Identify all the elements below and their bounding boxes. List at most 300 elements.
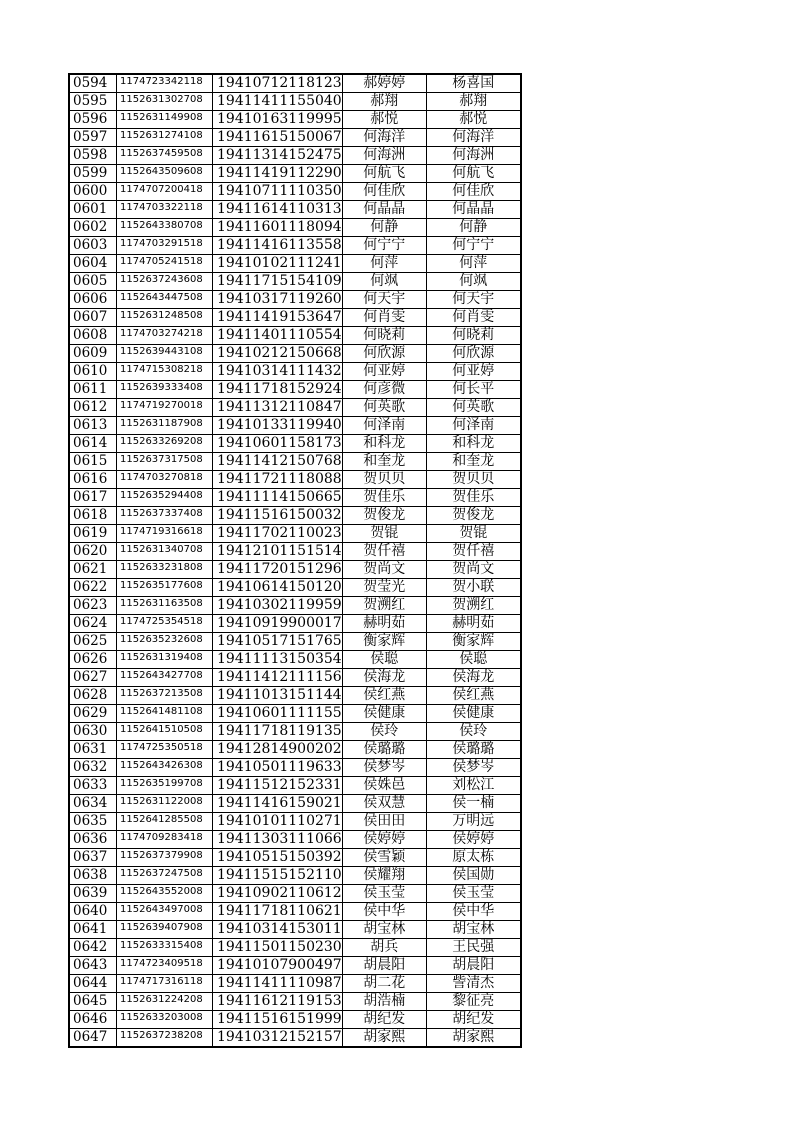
exam-number-cell: 1152637459508 [117, 147, 213, 165]
table-row [69, 993, 521, 1011]
exam-number-cell: 1174719316618 [117, 525, 213, 543]
roster-table-body [69, 74, 521, 1047]
table-row [69, 1029, 521, 1048]
name-cell: 郝翔 [342, 93, 426, 111]
name-cell: 何萍 [342, 255, 426, 273]
id-number-cell: 19411303111066 [213, 831, 343, 849]
id-number-cell: 19411614110313 [213, 201, 343, 219]
alt-name-cell: 侯健康 [426, 705, 521, 723]
exam-number-cell: 1152631187908 [117, 417, 213, 435]
exam-number-cell: 1152631224208 [117, 993, 213, 1011]
id-number-cell: 19411702110023 [213, 525, 343, 543]
table-row [69, 255, 521, 273]
exam-number-cell: 1152635177608 [117, 579, 213, 597]
name-cell: 何天宇 [342, 291, 426, 309]
row-number: 0611 [69, 381, 117, 399]
alt-name-cell: 贺仟禧 [426, 543, 521, 561]
alt-name-cell: 郝悦 [426, 111, 521, 129]
alt-name-cell: 何亚婷 [426, 363, 521, 381]
name-cell: 胡浩楠 [342, 993, 426, 1011]
id-number-cell: 19410314153011 [213, 921, 343, 939]
exam-number-cell: 1152635232608 [117, 633, 213, 651]
id-number-cell: 19411314152475 [213, 147, 343, 165]
alt-name-cell: 万明远 [426, 813, 521, 831]
table-row [69, 651, 521, 669]
row-number: 0637 [69, 849, 117, 867]
alt-name-cell: 侯玲 [426, 723, 521, 741]
table-row [69, 381, 521, 399]
row-number: 0598 [69, 147, 117, 165]
table-row [69, 219, 521, 237]
name-cell: 何亚婷 [342, 363, 426, 381]
id-number-cell: 19411412150768 [213, 453, 343, 471]
id-number-cell: 19410163119995 [213, 111, 343, 129]
row-number: 0617 [69, 489, 117, 507]
row-number: 0604 [69, 255, 117, 273]
exam-number-cell: 1152633269208 [117, 435, 213, 453]
id-number-cell: 19411718110621 [213, 903, 343, 921]
exam-number-cell: 1174703322118 [117, 201, 213, 219]
alt-name-cell: 侯红燕 [426, 687, 521, 705]
exam-number-cell: 1152643509608 [117, 165, 213, 183]
exam-number-cell: 1174703291518 [117, 237, 213, 255]
exam-number-cell: 1152643427708 [117, 669, 213, 687]
table-row [69, 345, 521, 363]
exam-number-cell: 1152637379908 [117, 849, 213, 867]
table-row [69, 885, 521, 903]
id-number-cell: 19412101151514 [213, 543, 343, 561]
table-row [69, 795, 521, 813]
exam-number-cell: 1174725354518 [117, 615, 213, 633]
exam-number-cell: 1174703274218 [117, 327, 213, 345]
id-number-cell: 19410312152157 [213, 1029, 343, 1048]
exam-number-cell: 1174717316118 [117, 975, 213, 993]
name-cell: 贺莹光 [342, 579, 426, 597]
exam-number-cell: 1152641510508 [117, 723, 213, 741]
id-number-cell: 19410101110271 [213, 813, 343, 831]
name-cell: 贺俊龙 [342, 507, 426, 525]
exam-number-cell: 1174703270818 [117, 471, 213, 489]
exam-number-cell: 1174723342118 [117, 74, 213, 93]
name-cell: 侯聪 [342, 651, 426, 669]
alt-name-cell: 胡家熙 [426, 1029, 521, 1048]
table-row [69, 579, 521, 597]
table-row [69, 309, 521, 327]
table-row [69, 867, 521, 885]
table-row [69, 849, 521, 867]
row-number: 0610 [69, 363, 117, 381]
exam-number-cell: 1174719270018 [117, 399, 213, 417]
name-cell: 贺锟 [342, 525, 426, 543]
row-number: 0634 [69, 795, 117, 813]
row-number: 0619 [69, 525, 117, 543]
table-row [69, 633, 521, 651]
name-cell: 侯雪颖 [342, 849, 426, 867]
alt-name-cell: 贺尚文 [426, 561, 521, 579]
alt-name-cell: 何萍 [426, 255, 521, 273]
row-number: 0601 [69, 201, 117, 219]
name-cell: 和科龙 [342, 435, 426, 453]
row-number: 0633 [69, 777, 117, 795]
roster-table [68, 73, 522, 1048]
row-number: 0618 [69, 507, 117, 525]
name-cell: 侯健康 [342, 705, 426, 723]
exam-number-cell: 1174707200418 [117, 183, 213, 201]
id-number-cell: 19411718119135 [213, 723, 343, 741]
row-number: 0631 [69, 741, 117, 759]
id-number-cell: 19411512152331 [213, 777, 343, 795]
exam-number-cell: 1152631319408 [117, 651, 213, 669]
id-number-cell: 19410614150120 [213, 579, 343, 597]
id-number-cell: 19411419153647 [213, 309, 343, 327]
table-row [69, 543, 521, 561]
name-cell: 贺尚文 [342, 561, 426, 579]
exam-number-cell: 1152631248508 [117, 309, 213, 327]
row-number: 0625 [69, 633, 117, 651]
alt-name-cell: 何天宇 [426, 291, 521, 309]
id-number-cell: 19411114150665 [213, 489, 343, 507]
exam-number-cell: 1152631149908 [117, 111, 213, 129]
table-row [69, 975, 521, 993]
id-number-cell: 19411419112290 [213, 165, 343, 183]
name-cell: 侯玉莹 [342, 885, 426, 903]
row-number: 0632 [69, 759, 117, 777]
table-row [69, 471, 521, 489]
id-number-cell: 19410501119633 [213, 759, 343, 777]
id-number-cell: 19411612119153 [213, 993, 343, 1011]
alt-name-cell: 侯梦岑 [426, 759, 521, 777]
id-number-cell: 19410212150668 [213, 345, 343, 363]
row-number: 0605 [69, 273, 117, 291]
alt-name-cell: 何泽南 [426, 417, 521, 435]
table-row [69, 453, 521, 471]
exam-number-cell: 1174725350518 [117, 741, 213, 759]
row-number: 0645 [69, 993, 117, 1011]
table-row [69, 939, 521, 957]
name-cell: 和奎龙 [342, 453, 426, 471]
id-number-cell: 19410515150392 [213, 849, 343, 867]
id-number-cell: 19411720151296 [213, 561, 343, 579]
id-number-cell: 19411013151144 [213, 687, 343, 705]
row-number: 0614 [69, 435, 117, 453]
name-cell: 何静 [342, 219, 426, 237]
exam-number-cell: 1152631122008 [117, 795, 213, 813]
id-number-cell: 19410517151765 [213, 633, 343, 651]
name-cell: 侯婷婷 [342, 831, 426, 849]
table-row [69, 435, 521, 453]
row-number: 0596 [69, 111, 117, 129]
alt-name-cell: 何宁宁 [426, 237, 521, 255]
id-number-cell: 19411718152924 [213, 381, 343, 399]
table-row [69, 273, 521, 291]
row-number: 0644 [69, 975, 117, 993]
exam-number-cell: 1152631274108 [117, 129, 213, 147]
id-number-cell: 19410919900017 [213, 615, 343, 633]
exam-number-cell: 1152643497008 [117, 903, 213, 921]
row-number: 0635 [69, 813, 117, 831]
alt-name-cell: 何欣源 [426, 345, 521, 363]
exam-number-cell: 1152633315408 [117, 939, 213, 957]
row-number: 0626 [69, 651, 117, 669]
alt-name-cell: 刘松江 [426, 777, 521, 795]
alt-name-cell: 胡宝林 [426, 921, 521, 939]
table-row [69, 129, 521, 147]
name-cell: 赫明茹 [342, 615, 426, 633]
alt-name-cell: 和科龙 [426, 435, 521, 453]
name-cell: 胡晨阳 [342, 957, 426, 975]
row-number: 0642 [69, 939, 117, 957]
row-number: 0640 [69, 903, 117, 921]
name-cell: 衡家辉 [342, 633, 426, 651]
row-number: 0620 [69, 543, 117, 561]
exam-number-cell: 1152643552008 [117, 885, 213, 903]
alt-name-cell: 何海洋 [426, 129, 521, 147]
row-number: 0615 [69, 453, 117, 471]
exam-number-cell: 1152637247508 [117, 867, 213, 885]
id-number-cell: 19410902110612 [213, 885, 343, 903]
name-cell: 侯海龙 [342, 669, 426, 687]
table-row [69, 1011, 521, 1029]
exam-number-cell: 1152631340708 [117, 543, 213, 561]
name-cell: 贺仟禧 [342, 543, 426, 561]
table-row [69, 327, 521, 345]
name-cell: 侯双慧 [342, 795, 426, 813]
row-number: 0643 [69, 957, 117, 975]
id-number-cell: 19410711110350 [213, 183, 343, 201]
id-number-cell: 19411401110554 [213, 327, 343, 345]
name-cell: 郝婷婷 [342, 74, 426, 93]
alt-name-cell: 何飒 [426, 273, 521, 291]
alt-name-cell: 侯婷婷 [426, 831, 521, 849]
exam-number-cell: 1152637317508 [117, 453, 213, 471]
name-cell: 何英歌 [342, 399, 426, 417]
row-number: 0646 [69, 1011, 117, 1029]
name-cell: 侯田田 [342, 813, 426, 831]
exam-number-cell: 1152639443108 [117, 345, 213, 363]
alt-name-cell: 胡纪发 [426, 1011, 521, 1029]
row-number: 0624 [69, 615, 117, 633]
name-cell: 侯玲 [342, 723, 426, 741]
name-cell: 何佳欣 [342, 183, 426, 201]
alt-name-cell: 贺贝贝 [426, 471, 521, 489]
name-cell: 何肖雯 [342, 309, 426, 327]
name-cell: 贺佳乐 [342, 489, 426, 507]
alt-name-cell: 何佳欣 [426, 183, 521, 201]
alt-name-cell: 侯聪 [426, 651, 521, 669]
table-row [69, 723, 521, 741]
row-number: 0612 [69, 399, 117, 417]
name-cell: 胡家熙 [342, 1029, 426, 1048]
row-number: 0639 [69, 885, 117, 903]
id-number-cell: 19411312110847 [213, 399, 343, 417]
exam-number-cell: 1174723409518 [117, 957, 213, 975]
table-row [69, 759, 521, 777]
name-cell: 何海洲 [342, 147, 426, 165]
table-row [69, 831, 521, 849]
name-cell: 侯耀翔 [342, 867, 426, 885]
table-row [69, 525, 521, 543]
name-cell: 贺溯红 [342, 597, 426, 615]
name-cell: 胡二花 [342, 975, 426, 993]
alt-name-cell: 衡家辉 [426, 633, 521, 651]
name-cell: 何航飞 [342, 165, 426, 183]
exam-number-cell: 1152637337408 [117, 507, 213, 525]
id-number-cell: 19410302119959 [213, 597, 343, 615]
exam-number-cell: 1152643447508 [117, 291, 213, 309]
name-cell: 何欣源 [342, 345, 426, 363]
table-row [69, 921, 521, 939]
row-number: 0613 [69, 417, 117, 435]
name-cell: 侯梦岑 [342, 759, 426, 777]
table-row [69, 399, 521, 417]
table-row [69, 597, 521, 615]
table-row [69, 201, 521, 219]
id-number-cell: 19410712118123 [213, 74, 343, 93]
name-cell: 郝悦 [342, 111, 426, 129]
table-row [69, 741, 521, 759]
row-number: 0606 [69, 291, 117, 309]
row-number: 0627 [69, 669, 117, 687]
exam-number-cell: 1174715308218 [117, 363, 213, 381]
id-number-cell: 19411411110987 [213, 975, 343, 993]
name-cell: 侯璐璐 [342, 741, 426, 759]
exam-number-cell: 1152637238208 [117, 1029, 213, 1048]
id-number-cell: 19411501150230 [213, 939, 343, 957]
exam-number-cell: 1174705241518 [117, 255, 213, 273]
exam-number-cell: 1152633231808 [117, 561, 213, 579]
id-number-cell: 19412814900202 [213, 741, 343, 759]
id-number-cell: 19411412111156 [213, 669, 343, 687]
alt-name-cell: 胡晨阳 [426, 957, 521, 975]
id-number-cell: 19410601158173 [213, 435, 343, 453]
alt-name-cell: 侯中华 [426, 903, 521, 921]
alt-name-cell: 杨喜国 [426, 74, 521, 93]
name-cell: 侯姝邑 [342, 777, 426, 795]
row-number: 0629 [69, 705, 117, 723]
row-number: 0636 [69, 831, 117, 849]
alt-name-cell: 何海洲 [426, 147, 521, 165]
alt-name-cell: 贺俊龙 [426, 507, 521, 525]
table-row [69, 74, 521, 93]
row-number: 0594 [69, 74, 117, 93]
table-row [69, 111, 521, 129]
exam-number-cell: 1152637243608 [117, 273, 213, 291]
alt-name-cell: 侯国勋 [426, 867, 521, 885]
id-number-cell: 19411516151999 [213, 1011, 343, 1029]
alt-name-cell: 何英歌 [426, 399, 521, 417]
name-cell: 胡宝林 [342, 921, 426, 939]
row-number: 0600 [69, 183, 117, 201]
row-number: 0647 [69, 1029, 117, 1048]
id-number-cell: 19411113150354 [213, 651, 343, 669]
table-row [69, 165, 521, 183]
row-number: 0638 [69, 867, 117, 885]
alt-name-cell: 黎征亮 [426, 993, 521, 1011]
row-number: 0603 [69, 237, 117, 255]
id-number-cell: 19411715154109 [213, 273, 343, 291]
exam-number-cell: 1152633203008 [117, 1011, 213, 1029]
alt-name-cell: 侯璐璐 [426, 741, 521, 759]
id-number-cell: 19410314111432 [213, 363, 343, 381]
row-number: 0623 [69, 597, 117, 615]
alt-name-cell: 郝翔 [426, 93, 521, 111]
id-number-cell: 19410133119940 [213, 417, 343, 435]
name-cell: 何宁宁 [342, 237, 426, 255]
exam-number-cell: 1152631163508 [117, 597, 213, 615]
name-cell: 何泽南 [342, 417, 426, 435]
exam-number-cell: 1152639407908 [117, 921, 213, 939]
name-cell: 贺贝贝 [342, 471, 426, 489]
alt-name-cell: 贺佳乐 [426, 489, 521, 507]
id-number-cell: 19411416113558 [213, 237, 343, 255]
table-row [69, 183, 521, 201]
alt-name-cell: 王民强 [426, 939, 521, 957]
row-number: 0607 [69, 309, 117, 327]
table-row [69, 93, 521, 111]
name-cell: 何海洋 [342, 129, 426, 147]
row-number: 0608 [69, 327, 117, 345]
table-row [69, 903, 521, 921]
alt-name-cell: 何长平 [426, 381, 521, 399]
id-number-cell: 19410107900497 [213, 957, 343, 975]
table-row [69, 489, 521, 507]
alt-name-cell: 何晓莉 [426, 327, 521, 345]
table-row [69, 813, 521, 831]
alt-name-cell: 贺锟 [426, 525, 521, 543]
table-row [69, 561, 521, 579]
exam-number-cell: 1152631302708 [117, 93, 213, 111]
name-cell: 何飒 [342, 273, 426, 291]
alt-name-cell: 何静 [426, 219, 521, 237]
id-number-cell: 19411411155040 [213, 93, 343, 111]
table-row [69, 237, 521, 255]
id-number-cell: 19411721118088 [213, 471, 343, 489]
name-cell: 何彦微 [342, 381, 426, 399]
alt-name-cell: 訾清杰 [426, 975, 521, 993]
table-row [69, 777, 521, 795]
exam-number-cell: 1152639333408 [117, 381, 213, 399]
table-row [69, 363, 521, 381]
alt-name-cell: 何晶晶 [426, 201, 521, 219]
table-row [69, 957, 521, 975]
row-number: 0609 [69, 345, 117, 363]
id-number-cell: 19410317119260 [213, 291, 343, 309]
row-number: 0622 [69, 579, 117, 597]
exam-number-cell: 1152637213508 [117, 687, 213, 705]
table-row [69, 417, 521, 435]
exam-number-cell: 1152635294408 [117, 489, 213, 507]
row-number: 0599 [69, 165, 117, 183]
exam-number-cell: 1152641285508 [117, 813, 213, 831]
table-row [69, 705, 521, 723]
alt-name-cell: 侯一楠 [426, 795, 521, 813]
row-number: 0595 [69, 93, 117, 111]
table-row [69, 507, 521, 525]
exam-number-cell: 1174709283418 [117, 831, 213, 849]
id-number-cell: 19411601118094 [213, 219, 343, 237]
table-row [69, 669, 521, 687]
exam-number-cell: 1152643380708 [117, 219, 213, 237]
name-cell: 胡纪发 [342, 1011, 426, 1029]
row-number: 0628 [69, 687, 117, 705]
row-number: 0630 [69, 723, 117, 741]
name-cell: 侯红燕 [342, 687, 426, 705]
alt-name-cell: 何航飞 [426, 165, 521, 183]
row-number: 0641 [69, 921, 117, 939]
alt-name-cell: 侯玉莹 [426, 885, 521, 903]
id-number-cell: 19411516150032 [213, 507, 343, 525]
name-cell: 何晓莉 [342, 327, 426, 345]
